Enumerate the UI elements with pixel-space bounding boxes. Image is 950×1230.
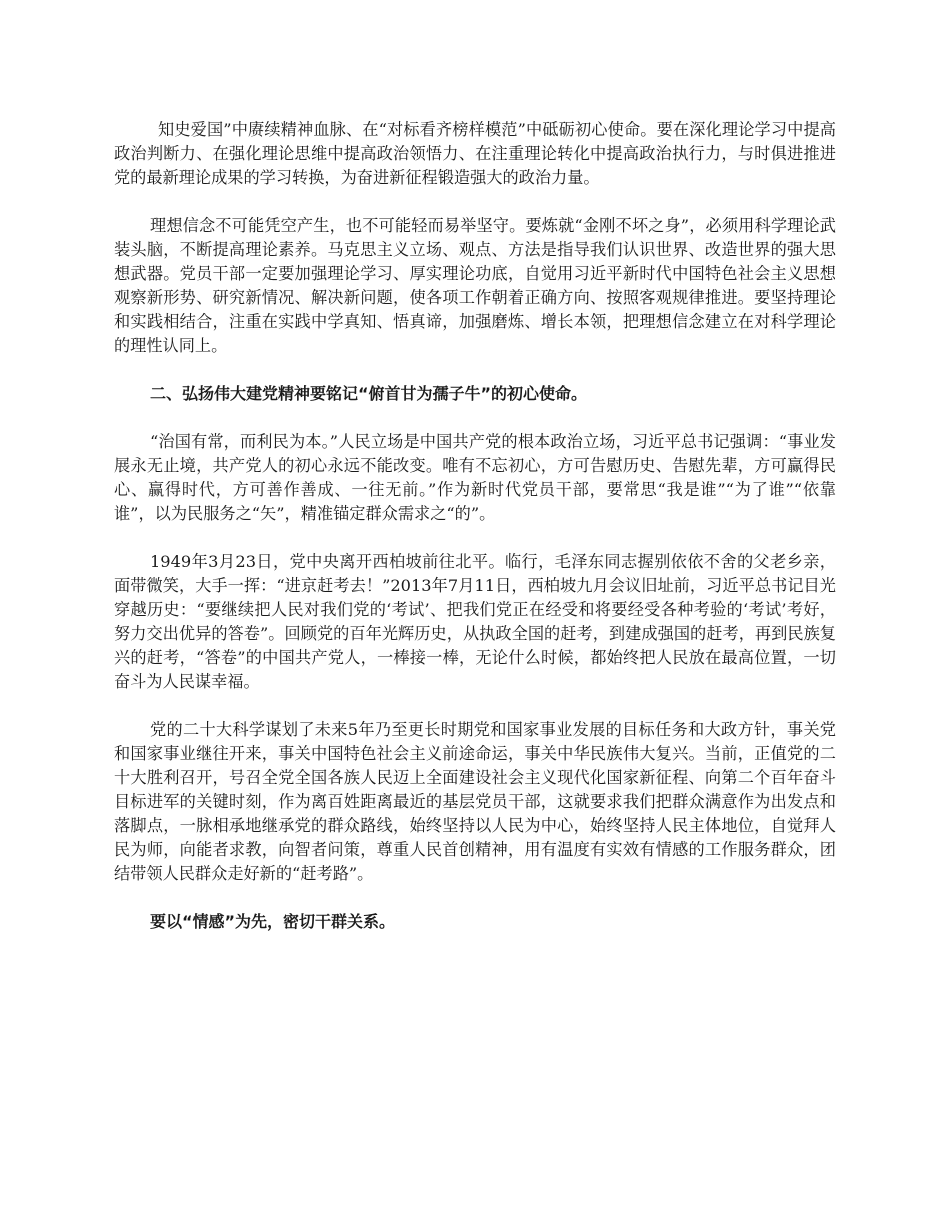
document-body (114, 118, 836, 958)
body-paragraph: 理想信念不可能凭空产生，也不可能轻而易举坚守。要炼就“金刚不坏之身”，必须用科学理论武装头脑，不断提高理论素养。马克思主义立场、观点、方法是指导我们认识世界、改造世界的强大思想武器。党员干部一定要加强理论学习、厚实理论功底，自觉用习近平新时代中国特色社会主义思想观察新形势、研究新情况、解决新问题，使各项工作朝着正确方向、按照客观规律推进。要坚持理论和实践相结合，注重在实践中学真知、悟真谛，加强磨炼、增长本领，把理想信念建立在对科学理论的理性认同上。 (114, 216, 836, 355)
body-paragraph: 1949年3月23日，党中央离开西柏坡前往北平。临行，毛泽东同志握别依依不舍的父老乡亲，面带微笑，大手一挥：“进京赶考去！”2013年7月11日，西柏坡九月会议旧址前，习近平总书记目光穿越历史：“要继续把人民对我们党的‘考试’、把我们党正在经受和将要经受各种考验的‘考试’考好，努力交出优异的答卷”。回顾党的百年光辉历史，从执政全国的赶考，到建成强国的赶考，再到民族复兴的赶考，“答卷”的中国共产党人，一棒接一棒，无论什么时候，都始终把人民放在最高位置，一切奋斗为人民谋幸福。 (114, 552, 836, 691)
body-paragraph: 党的二十大科学谋划了未来5年乃至更长时期党和国家事业发展的目标任务和大政方针，事关党和国家事业继往开来，事关中国特色社会主义前途命运，事关中华民族伟大复兴。当前，正值党的二十大胜利召开，号召全党全国各族人民迈上全面建设社会主义现代化国家新征程、向第二个百年奋斗目标进军的关键时刻，作为离百姓距离最近的基层党员干部，这就要求我们把群众满意作为出发点和落脚点，一脉相承地继承党的群众路线，始终坚持以人民为中心，始终坚持人民主体地位，自觉拜人民为师，向能者求教，向智者问策，尊重人民首创精神，用有温度有实效有情感的工作服务群众，团结带领人民群众走好新的“赶考路”。 (114, 720, 836, 883)
section-heading: 二、弘扬伟大建党精神要铭记“俯首甘为孺子牛”的初心使命。 (150, 384, 588, 403)
subsection-heading: 要以“情感”为先，密切干群关系。 (150, 912, 396, 931)
body-paragraph: 知史爱国”中赓续精神血脉、在“对标看齐榜样模范”中砥砺初心使命。要在深化理论学习中提高政治判断力、在强化理论思维中提高政治领悟力、在注重理论转化中提高政治执行力，与时俱进推进党的最新理论成果的学习转换，为奋进新征程锻造强大的政治力量。 (114, 120, 836, 187)
body-paragraph: “治国有常，而利民为本。”人民立场是中国共产党的根本政治立场，习近平总书记强调：“事业发展永无止境，共产党人的初心永远不能改变。唯有不忘初心，方可告慰历史、告慰先辈，方可赢得民心、赢得时代，方可善作善成、一往无前。”作为新时代党员干部，要常思“我是谁”“为了谁”“依靠谁”，以为民服务之“矢”，精准锚定群众需求之“的”。 (114, 432, 836, 523)
